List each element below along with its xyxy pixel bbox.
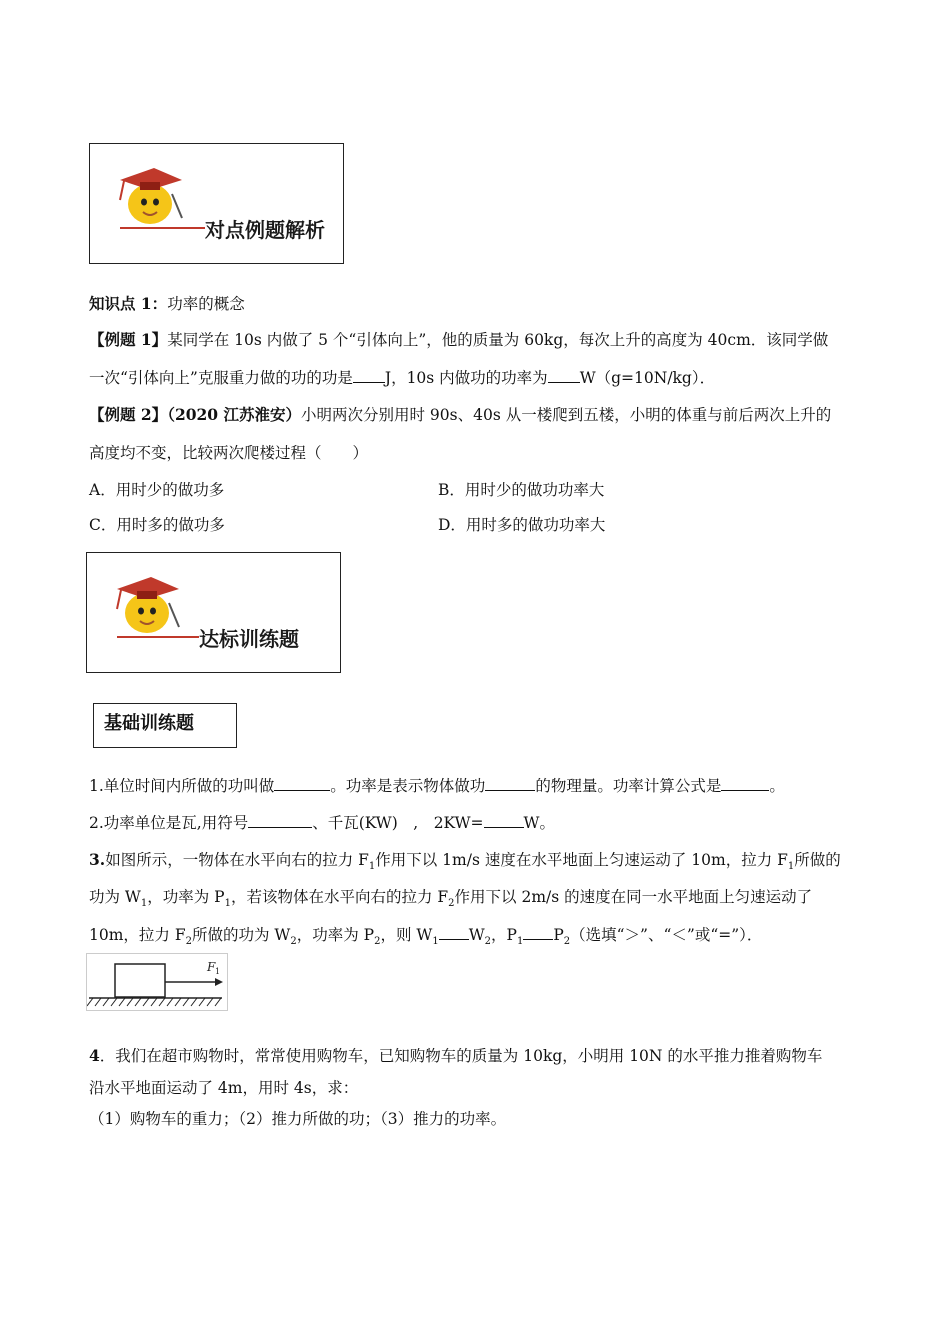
option-d[interactable]: D．用时多的做功功率大 bbox=[438, 516, 606, 534]
question-4-line-2: 沿水平地面运动了 4m，用时 4s，求： bbox=[89, 1079, 359, 1097]
example-1-line-1: 【例题 1】某同学在 10s 内做了 5 个“引体向上”，他的质量为 60kg，每次上升的高度为 40cm．该同学做 bbox=[89, 330, 829, 349]
question-3-line-3: 10m，拉力 $F_2$所做的功为 $W_2$，功率为 $P_2$，则 $W_1$ $W_2$，$P_1$ $P_2$（选填“＞”、“＜”或“=”）． bbox=[89, 926, 763, 948]
banner-title: 对点例题解析 bbox=[205, 218, 325, 242]
section-banner-examples bbox=[89, 143, 344, 264]
block-force-svg bbox=[87, 954, 227, 1010]
answer-blank[interactable] bbox=[439, 925, 469, 940]
force-label-sub: 1 bbox=[215, 967, 221, 976]
mascot-icon bbox=[107, 563, 187, 638]
banner-underline bbox=[120, 227, 205, 229]
knowledge-point: 知识点 1：功率的概念 bbox=[89, 294, 245, 313]
section-banner-training bbox=[86, 552, 341, 673]
answer-blank[interactable] bbox=[353, 368, 385, 383]
example-2-line-2: 高度均不变，比较两次爬楼过程（ ） bbox=[89, 444, 369, 462]
option-b[interactable]: B．用时少的做功功率大 bbox=[438, 481, 605, 499]
answer-blank[interactable] bbox=[274, 776, 330, 791]
answer-blank[interactable] bbox=[548, 368, 580, 383]
question-2: 2.功率单位是瓦,用符号 、千瓦(KW) , 2KW= W。 bbox=[89, 814, 555, 832]
question-3-line-1: 3.如图所示，一物体在水平向右的拉力 $F_1$作用下以 1m/s 速度在水平地面上匀速运动了 10m，拉力 $F_1$所做的 bbox=[89, 850, 841, 873]
option-a[interactable]: A．用时少的做功多 bbox=[89, 481, 225, 499]
option-c[interactable]: C．用时多的做功多 bbox=[89, 516, 225, 534]
force-label: F bbox=[207, 960, 216, 974]
example-1-line-2: 一次“引体向上”克服重力做的功的功是 J，10s 内做功的功率为 W（g=10N/kg）． bbox=[89, 369, 716, 387]
question-4-line-3: （1）购物车的重力；（2）推力所做的功；（3）推力的功率。 bbox=[89, 1110, 507, 1128]
answer-blank[interactable] bbox=[721, 776, 769, 791]
example-2-line-1: 【例题 2】（2020 江苏淮安）小明两次分别用时 90s、40s 从一楼爬到五楼，小明的体重与前后两次上升的 bbox=[89, 405, 832, 424]
question-1: 1.单位时间内所做的功叫做 。功率是表示物体做功 的物理量。功率计算公式是 。 bbox=[89, 777, 785, 795]
answer-blank[interactable] bbox=[484, 813, 524, 828]
answer-blank[interactable] bbox=[485, 776, 535, 791]
answer-blank[interactable] bbox=[248, 813, 312, 828]
banner-title: 达标训练题 bbox=[199, 627, 299, 651]
question-4-line-1: 4．我们在超市购物时，常常使用购物车，已知购物车的质量为 10kg，小明用 10N 的水平推力推着购物车 bbox=[89, 1046, 823, 1065]
force-diagram bbox=[86, 953, 228, 1011]
banner-underline bbox=[117, 636, 199, 638]
basic-training-label: 基础训练题 bbox=[93, 703, 237, 748]
mascot-icon bbox=[110, 154, 190, 229]
answer-blank[interactable] bbox=[523, 925, 553, 940]
question-3-line-2: 功为 $W_1$，功率为 $P_1$，若该物体在水平向右的拉力 $F_2$作用下以 2m/s 的速度在同一水平地面上匀速运动了 bbox=[89, 888, 813, 910]
